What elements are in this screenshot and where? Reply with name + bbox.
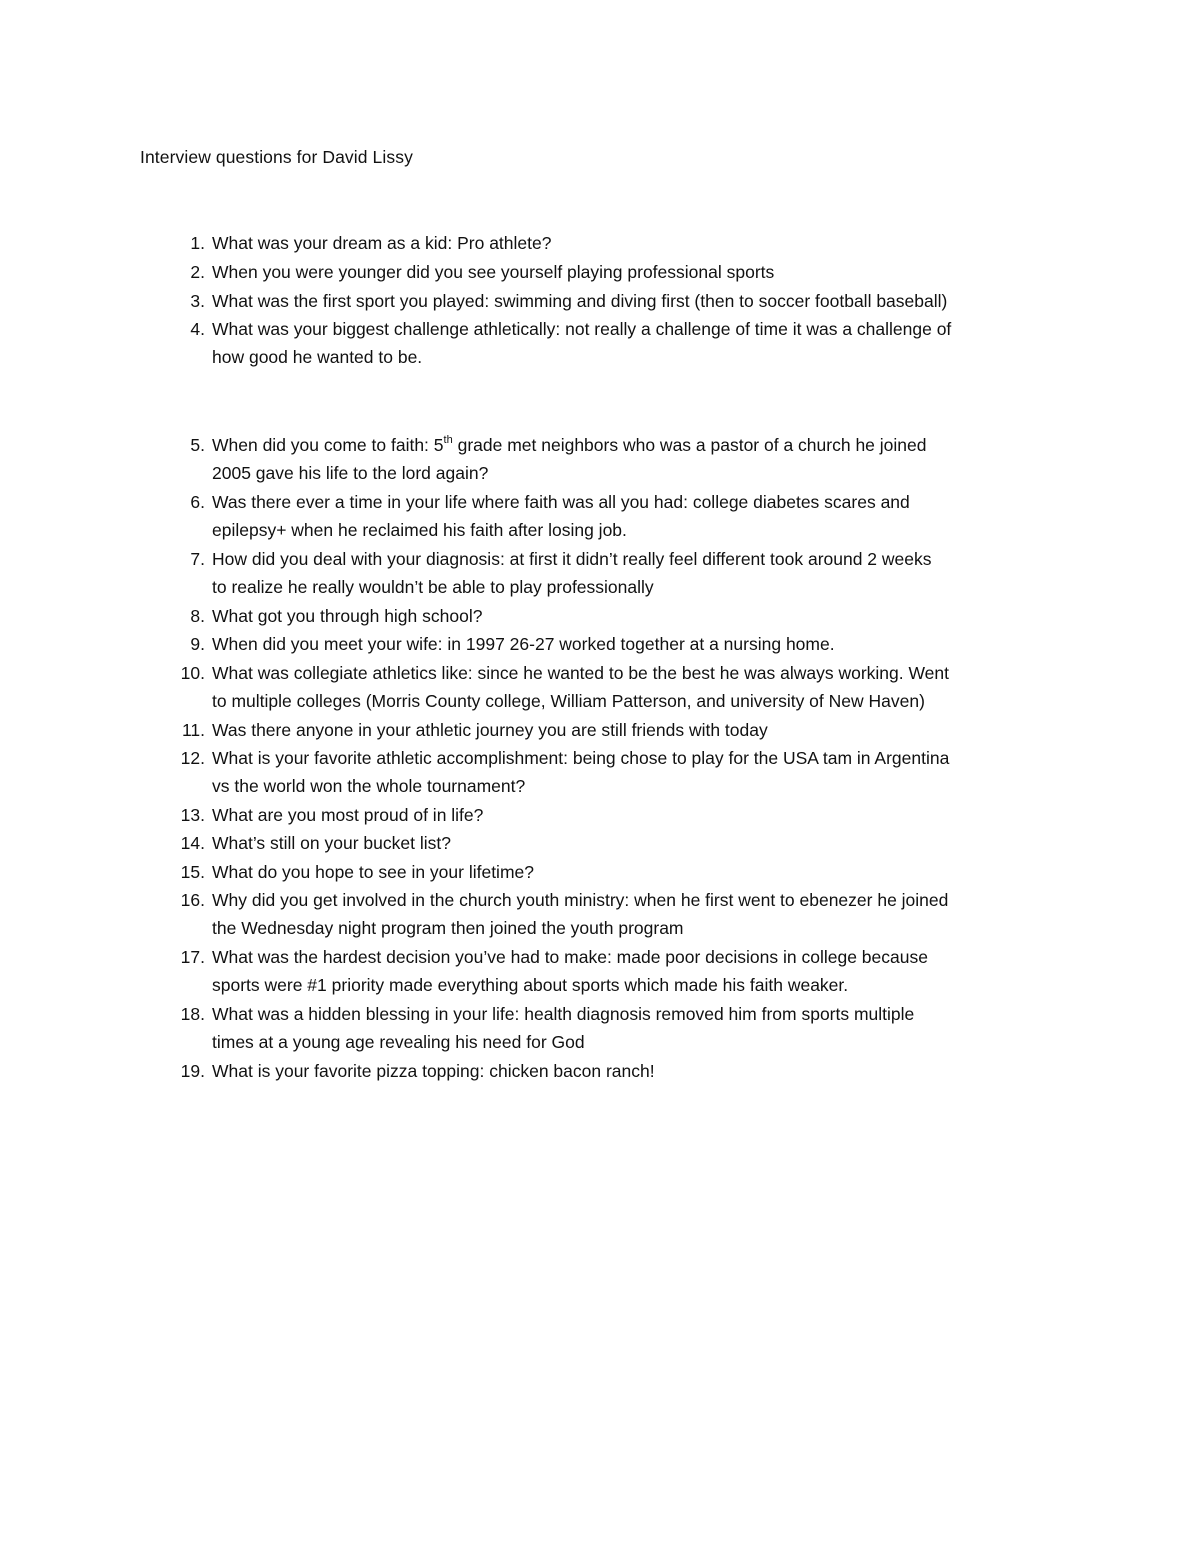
list-item-number: 19.	[180, 1061, 205, 1081]
list-item-text: What got you through high school?	[212, 606, 483, 626]
list-item-number: 9.	[190, 634, 205, 654]
list-item-text: What was the first sport you played: swimming and diving first (then to soccer football baseball)	[212, 291, 948, 311]
list-item-number: 18.	[180, 1004, 205, 1024]
list-item-text	[212, 431, 1062, 487]
list-item-number: 12.	[180, 748, 205, 768]
document-title: Interview questions for David Lissy	[140, 147, 413, 167]
list-item-number: 5.	[190, 435, 205, 455]
list-item-text: Was there anyone in your athletic journey you are still friends with today	[212, 720, 768, 740]
list-item-number: 16.	[180, 890, 205, 910]
list-item-number: 13.	[180, 805, 205, 825]
list-item-number: 11.	[181, 720, 205, 740]
list-item-text: What was collegiate athletics like: since he wanted to be the best he was always working. Went to multiple colleges (Morris County college, William Patterson, and university of New Haven)	[212, 663, 949, 712]
list-item-text: What was a hidden blessing in your life: health diagnosis removed him from sports multiple times at a young age revealing his need for God	[212, 1004, 915, 1053]
list-item-number: 4.	[190, 319, 205, 339]
list-item-text: What’s still on your bucket list?	[212, 833, 451, 853]
list-item-number: 6.	[190, 492, 205, 512]
list-item-text: Was there ever a time in your life where faith was all you had: college diabetes scares and epilepsy+ when he reclaimed his faith after losing job.	[212, 492, 910, 541]
list-item-text: What was the hardest decision you’ve had to make: made poor decisions in college because sports were #1 priority made everything about sports which made his faith weaker.	[212, 947, 928, 996]
list-item-text: What are you most proud of in life?	[212, 805, 484, 825]
list-item-number: 15.	[180, 862, 205, 882]
list-item-number: 10.	[180, 663, 205, 683]
list-item-number: 1.	[190, 233, 205, 253]
list-item-text-rest: grade met neighbors who was a pastor of a church he joined 2005 gave his life to the lord again?	[212, 435, 927, 484]
list-item-text: What is your favorite athletic accomplishment: being chose to play for the USA tam in Argentina vs the world won the whole tournament?	[212, 748, 950, 797]
list-item-text: What is your favorite pizza topping: chicken bacon ranch!	[212, 1061, 655, 1081]
list-item-text: What was your biggest challenge athletically: not really a challenge of time it was a challenge of how good he wanted to be.	[212, 319, 952, 368]
list-item-number: 3.	[190, 291, 205, 311]
list-item-text: Why did you get involved in the church youth ministry: when he first went to ebenezer he joined the Wednesday night program then joined the youth program	[212, 890, 949, 939]
superscript-ordinal: th	[443, 434, 453, 447]
list-item-number: 8.	[190, 606, 205, 626]
list-item-number: 14.	[180, 833, 205, 853]
list-item-text: When did you meet your wife: in 1997 26-27 worked together at a nursing home.	[212, 634, 835, 654]
list-item-number: 2.	[190, 262, 205, 282]
list-item-number: 17.	[180, 947, 205, 967]
list-item-text-lead: When did you come to faith: 5	[212, 435, 444, 455]
list-item-text: When you were younger did you see yourself playing professional sports	[212, 262, 775, 282]
list-item-text: What was your dream as a kid: Pro athlete?	[212, 233, 552, 253]
list-item-number: 7.	[190, 549, 205, 569]
list-item-text: How did you deal with your diagnosis: at first it didn’t really feel different took around 2 weeks to realize he really wouldn’t be able to play professionally	[212, 549, 932, 598]
list-item-text: What do you hope to see in your lifetime?	[212, 862, 534, 882]
